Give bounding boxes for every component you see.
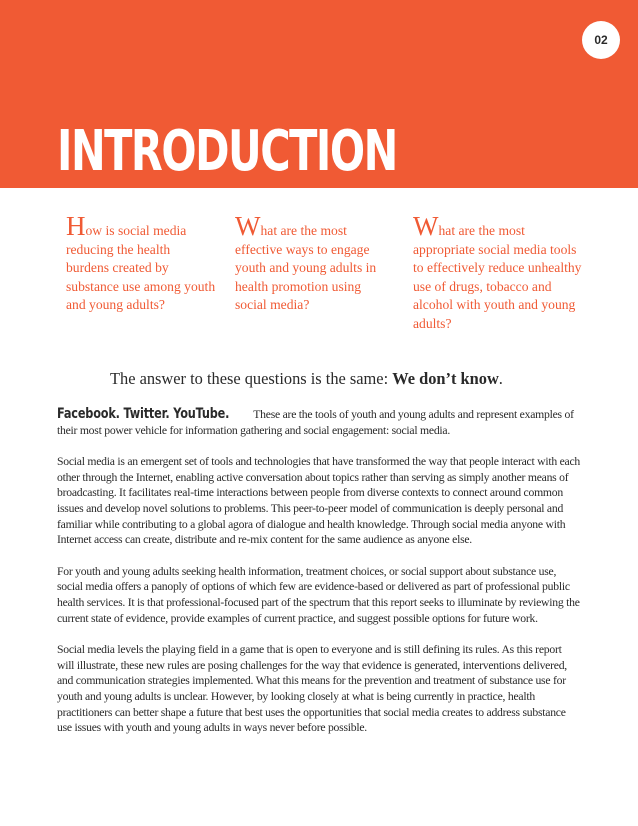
page-title: INTRODUCTION	[57, 119, 397, 184]
paragraph-1-text: These are the tools of youth and young adults and represent examples of their most power vehicle for information gathering and social engagement: social media.	[57, 408, 574, 437]
paragraph-1	[57, 407, 581, 438]
question-3	[413, 211, 588, 333]
answer-statement	[110, 369, 503, 389]
answer-suffix: .	[498, 369, 503, 388]
page-number-badge: 02	[582, 21, 620, 59]
answer-emphasis: We don’t know	[392, 369, 499, 388]
question-2-initial: W	[235, 211, 261, 241]
question-1	[66, 211, 216, 315]
paragraph-1-lead: Facebook. Twitter. YouTube.	[57, 406, 230, 422]
question-1-initial: H	[66, 211, 86, 241]
question-2	[235, 211, 395, 315]
question-2-text: hat are the most effective ways to engage youth and young adults in health promotion using social media?	[235, 223, 377, 312]
paragraph-4: Social media levels the playing field in a game that is open to everyone and is still defining its rules. As this report will illustrate, these new rules are posing challenges for the way that evidence is generated, interventions delivered, and communication strategies implemented. What this means for the prevention and treatment of substance use for youth and young adults is unclear. However, by looking closely at what is being currently in practice, health practitioners can better shape a future that best uses the opportunities that social media creates to address substance use issues with youth and young adults in ways never before possible.	[57, 643, 567, 735]
answer-prefix: The answer to these questions is the same:	[110, 369, 393, 388]
question-3-text: hat are the most appropriate social media tools to effectively reduce unhealthy use of drugs, tobacco and alcohol with youth and young adults?	[413, 223, 582, 331]
question-3-initial: W	[413, 211, 439, 241]
paragraph-3: For youth and young adults seeking health information, treatment choices, or social support about substance use, social media offers a panoply of options of which few are evidence-based or delivered as part of professional public health services. It is that professional-focused part of the spectrum that this report seeks to illuminate by reviewing the current state of evidence, provide examples of current practice, and suggest possible options for future work.	[57, 564, 580, 625]
question-1-text: ow is social media reducing the health burdens created by substance use among youth and young adults?	[66, 223, 216, 312]
paragraph-2: Social media is an emergent set of tools and technologies that have transformed the way that people interact with each other through the Internet, enabling active conversation about topics rather than serving as simply another means of broadcasting. It facilitates real-time interactions between people from diverse contexts to connect around common issues and develop novel solutions to problems. This peer-to-peer model of communication is deeply personal and familiar while contributing to a global agora of dialogue and health knowledge. Through social media anyone with Internet access can create, distribute and re-mix content for the same audience as anyone else.	[57, 455, 580, 547]
body-text	[57, 407, 581, 752]
